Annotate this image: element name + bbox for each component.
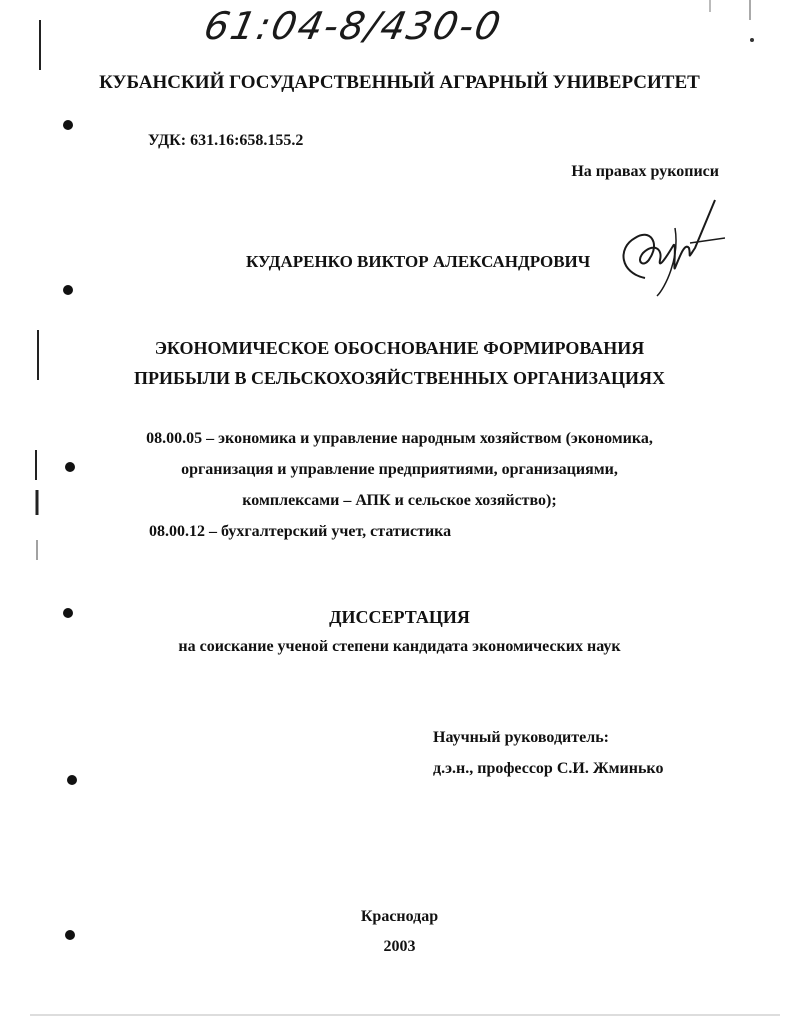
supervisor-label: Научный руководитель: bbox=[433, 729, 609, 746]
specialty-line-2: организация и управление предприятиями, организациями, bbox=[181, 461, 618, 478]
specialty-line-4: 08.00.12 – бухгалтерский учет, статистика bbox=[149, 523, 452, 540]
archive-code-handwritten: 61:04-8/430-0 bbox=[200, 4, 507, 48]
rights-note: На правах рукописи bbox=[571, 163, 719, 180]
title-line-2: ПРИБЫЛИ В СЕЛЬСКОХОЗЯЙСТВЕННЫХ ОРГАНИЗАЦИЯХ bbox=[134, 368, 665, 388]
city: Краснодар bbox=[360, 908, 439, 925]
supervisor-name: д.э.н., профессор С.И. Жминько bbox=[433, 760, 664, 777]
university-name: КУБАНСКИЙ ГОСУДАРСТВЕННЫЙ АГРАРНЫЙ УНИВЕРСИТЕТ bbox=[99, 72, 700, 93]
degree-line: на соискание ученой степени кандидата экономических наук bbox=[178, 638, 621, 655]
year: 2003 bbox=[383, 938, 416, 955]
document-type: ДИССЕРТАЦИЯ bbox=[329, 607, 470, 627]
specialty-line-3: комплексами – АПК и сельское хозяйство); bbox=[242, 492, 557, 509]
specialty-line-1: 08.00.05 – экономика и управление народным хозяйством (экономика, bbox=[146, 430, 653, 447]
title-line-1: ЭКОНОМИЧЕСКОЕ ОБОСНОВАНИЕ ФОРМИРОВАНИЯ bbox=[154, 338, 645, 358]
author-name: КУДАРЕНКО ВИКТОР АЛЕКСАНДРОВИЧ bbox=[246, 252, 591, 271]
handwritten-signature-icon bbox=[615, 198, 725, 298]
udk-code: УДК: 631.16:658.155.2 bbox=[148, 132, 304, 149]
